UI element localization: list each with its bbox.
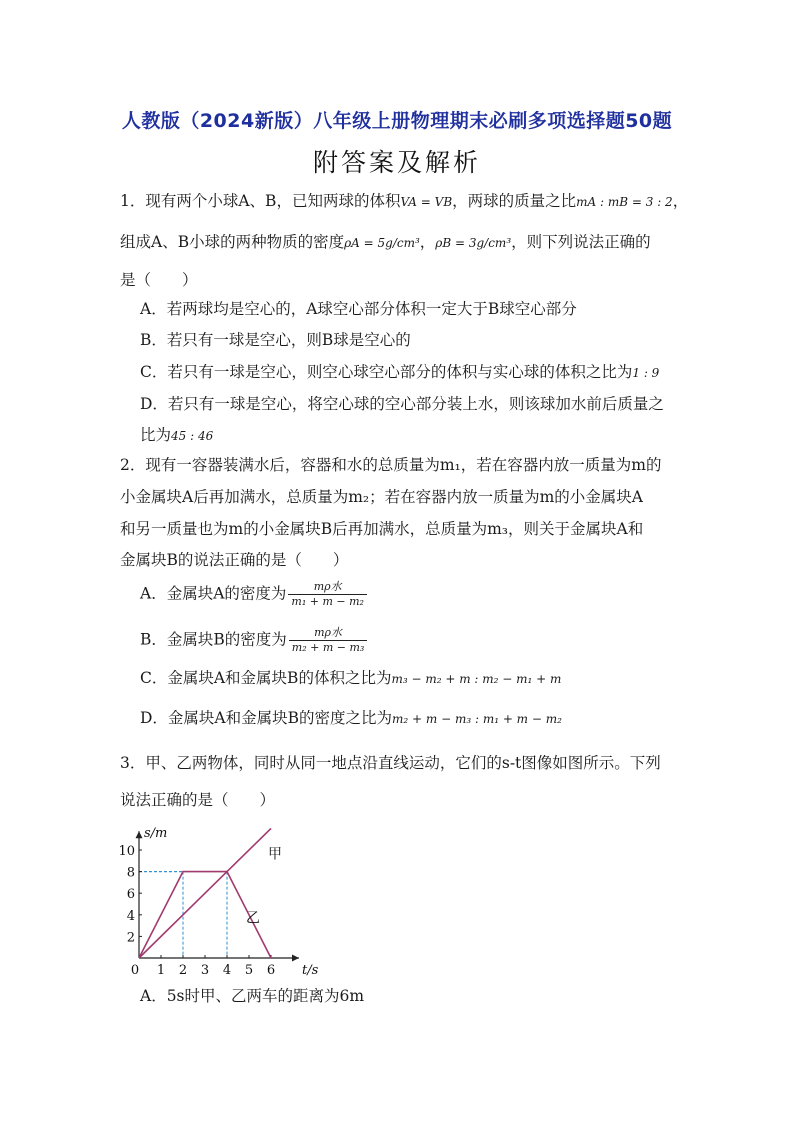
y-tick-label: 10 [118,844,135,859]
q1-line1: 1．现有两个小球A、B，已知两球的体积VA = VB，两球的质量之比mA : mB = 3 : 2， [120,192,689,210]
q2-option-d: D．金属块A和金属块B的密度之比为m₂ + m − m₃ : m₁ + m − m₂ [140,709,562,727]
q1-option-a: A．若两球均是空心的，A球空心部分体积一定大于B球空心部分 [140,300,577,318]
y-tick-label: 6 [126,887,135,903]
q2-option-b-fraction: $\frac{\text{mρ水}}{\text{m₂ + m − m₃}}$ [289,626,368,655]
q1-rho-b: ρB = 3g/cm³ [435,236,512,250]
q2-option-a: A．金属块A的密度为 $\frac{\text{mρ水}}{\text{m₁ + m − m₂}}$ [140,580,367,609]
y-tick-label: 8 [126,865,135,881]
q2-option-b: B．金属块B的密度为 $\frac{\text{mρ水}}{\text{m₂ + m − m₃}}$ [140,626,367,655]
x-axis-arrow [292,955,299,962]
x-tick-label: 5 [244,963,254,978]
q1-option-b: B．若只有一球是空心，则B球是空心的 [140,331,411,349]
q3-option-a: A．5s时甲、乙两车的距离为6m [140,987,365,1005]
q1-option-c: C．若只有一球是空心，则空心球空心部分的体积与实心球的体积之比为1 : 9 [140,363,660,381]
q1-mass-ratio: mA : mB = 3 : 2 [576,195,673,209]
series-line-jia [139,828,271,958]
q3-line1: 3．甲、乙两物体，同时从同一地点沿直线运动，它们的s-t图像如图所示。下列 [120,754,661,772]
paper-subtitle: 附答案及解析 [312,148,481,177]
x-tick-label: 6 [266,963,276,978]
q1-rho-a: ρA = 5g/cm³ [344,236,420,250]
y-tick-label: 4 [126,908,135,924]
x-tick-label: 3 [200,963,210,978]
q2-line1: 2．现有一容器装满水后，容器和水的总质量为m₁，若在容器内放一质量为m的 [120,456,662,474]
q2-line2: 小金属块A后再加满水，总质量为m₂；若在容器内放一质量为m的小金属块A [120,488,643,506]
series-label-yi: 乙 [246,910,260,927]
q1-line2: 组成A、B小球的两种物质的密度ρA = 5g/cm³，ρB = 3g/cm³，则下列说法正确的 [120,233,651,251]
q2-line3: 和另一质量也为m的小金属块B后再加满水，总质量为m₃，则关于金属块A和 [120,520,644,538]
paper-title: 人教版（2024新版）八年级上册物理期末必刷多项选择题50题 [121,110,673,132]
x-tick-label: 2 [178,963,188,978]
x-tick-label: 1 [156,963,166,978]
y-axis-label: s/m [144,826,168,842]
series-label-jia: 甲 [268,846,282,863]
q1-option-d: D．若只有一球是空心，将空心球的空心部分装上水，则该球加水前后质量之 [140,395,664,413]
y-tick-label: 2 [126,930,135,946]
q1-option-d-cont: 比为45 : 46 [140,426,214,444]
x-axis-label: t/s [302,963,319,978]
q3-line2: 说法正确的是（ ） [120,791,276,809]
st-chart [112,812,319,982]
q1-line3: 是（ ） [120,271,198,289]
x-tick-label: 0 [130,963,140,978]
q2-option-a-fraction: $\frac{\text{mρ水}}{\text{m₁ + m − m₂}}$ [288,580,367,609]
y-axis-arrow [136,831,143,838]
q2-line4: 金属块B的说法正确的是（ ） [120,551,349,569]
x-tick-label: 4 [222,963,232,978]
q2-option-c: C．金属块A和金属块B的体积之比为m₃ − m₂ + m : m₂ − m₁ + m [140,669,562,687]
q1-volume-eq: VA = VB [400,195,453,209]
